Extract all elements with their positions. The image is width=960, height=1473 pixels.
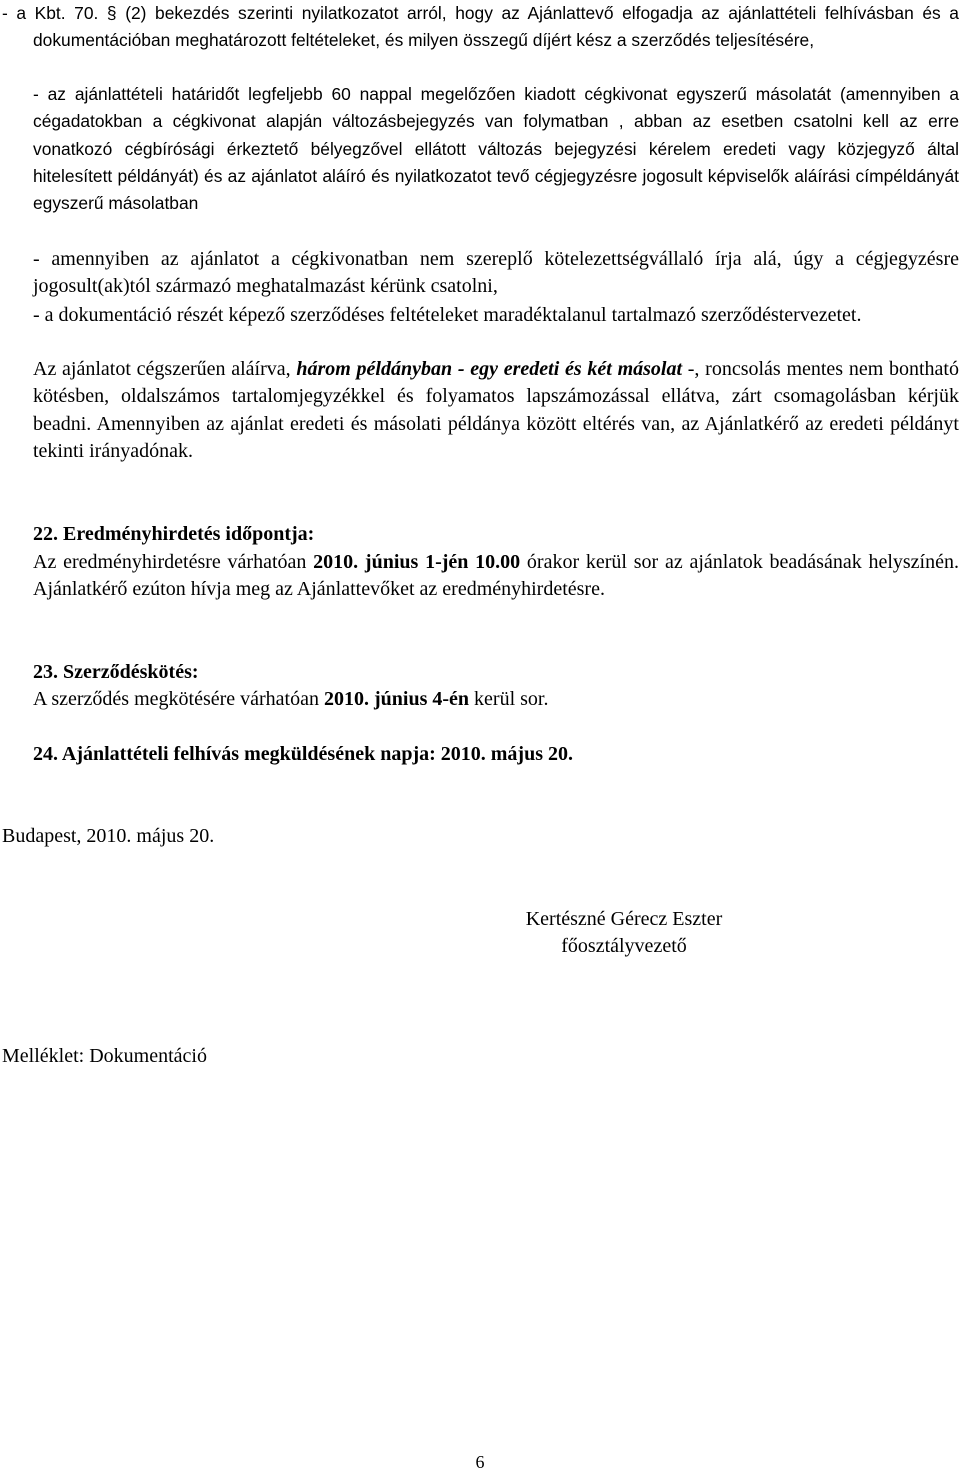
attachment-note: Melléklet: Dokumentáció [2, 1045, 207, 1067]
section-23-body [33, 686, 959, 713]
submission-copies-emphasis: három példányban - egy eredeti és két másolat [296, 358, 683, 380]
place-date: Budapest, 2010. május 20. [2, 825, 215, 847]
paragraph-submission [33, 356, 959, 465]
section-23-title: 23. Szerződéskötés: [33, 661, 199, 683]
page-number: 6 [475, 1452, 485, 1472]
paragraph-authorization: - amennyiben az ajánlatot a cégkivonatban nem szereplő kötelezettségvállaló írja alá, úgy a cégjegyzésre jogosult(ak)tól származó meghatalmazást kérünk csatolni, [33, 248, 959, 298]
s23-text-a: A szerződés megkötésére várhatóan [33, 688, 324, 710]
intro-paragraph-2: - az ajánlattételi határidőt legfeljebb 60 nappal megelőzően kiadott cégkivonat egyszerű másolatát (amennyiben a cégadatokban a cégkivonat alapján változásbejegyzés van folymatban , abban az esetben csatolni kell az erre vonatkozó cégbírósági érkeztető bélyegzővel ellátott változás bejegyzési kérelem eredeti vagy közjegyző által hitelesített példányát) és az ajánlatot aláíró és nyilatkozatot tevő cégjegyzésre jogosult képviselők aláírási címpéldányát egyszerű másolatban [33, 84, 959, 214]
submission-text-a: Az ajánlatot cégszerűen aláírva, [33, 358, 297, 380]
intro-rest: (2) bekezdés szerinti nyilatkozatot arról, hogy az Ajánlattevő elfogadja az ajánlattételi felhívásban és a dokumentációban meghatározott feltételeket, és milyen összegű díjért kész a szerződés teljesítésére, [33, 3, 959, 51]
section-22-body [33, 549, 959, 604]
s22-text-b: órakor kerül sor az ajánlatok beadásának helyszínén. Ajánlatkérő ezúton hívja meg az Ajánlattevőket az eredményhirdetésre. [33, 551, 959, 601]
signer-name: Kertészné Gérecz Eszter [525, 908, 723, 930]
section-24-title: 24. Ajánlattételi felhívás megküldésének napja: 2010. május 20. [33, 743, 573, 765]
intro-prefix: - a Kbt. 70. [2, 3, 107, 23]
section-22-title: 22. Eredményhirdetés időpontja: [33, 523, 315, 545]
paragraph-contract-draft: - a dokumentáció részét képező szerződéses feltételeket maradéktalanul tartalmazó szerződéstervezetet. [33, 304, 862, 326]
s22-date: 2010. június 1-jén 10.00 [313, 551, 521, 573]
section-symbol-icon: § [106, 3, 126, 23]
s23-date: 2010. június 4-én [324, 688, 470, 710]
submission-text-b: -, roncsolás mentes nem bontható kötésben, oldalszámos tartalomjegyzékkel és folyamatos lapszámozással ellátva, zárt csomagolásban kérjük beadni. Amennyiben az ajánlat eredeti és másolati példánya között eltérés van, az Ajánlatkérő az eredeti példányt tekinti irányadónak. [33, 358, 959, 462]
signer-title: főosztályvezető [561, 935, 687, 957]
intro-paragraph-1 [2, 0, 959, 55]
s23-text-b: kerül sor. [469, 688, 549, 710]
s22-text-a: Az eredményhirdetésre várhatóan [33, 551, 314, 573]
